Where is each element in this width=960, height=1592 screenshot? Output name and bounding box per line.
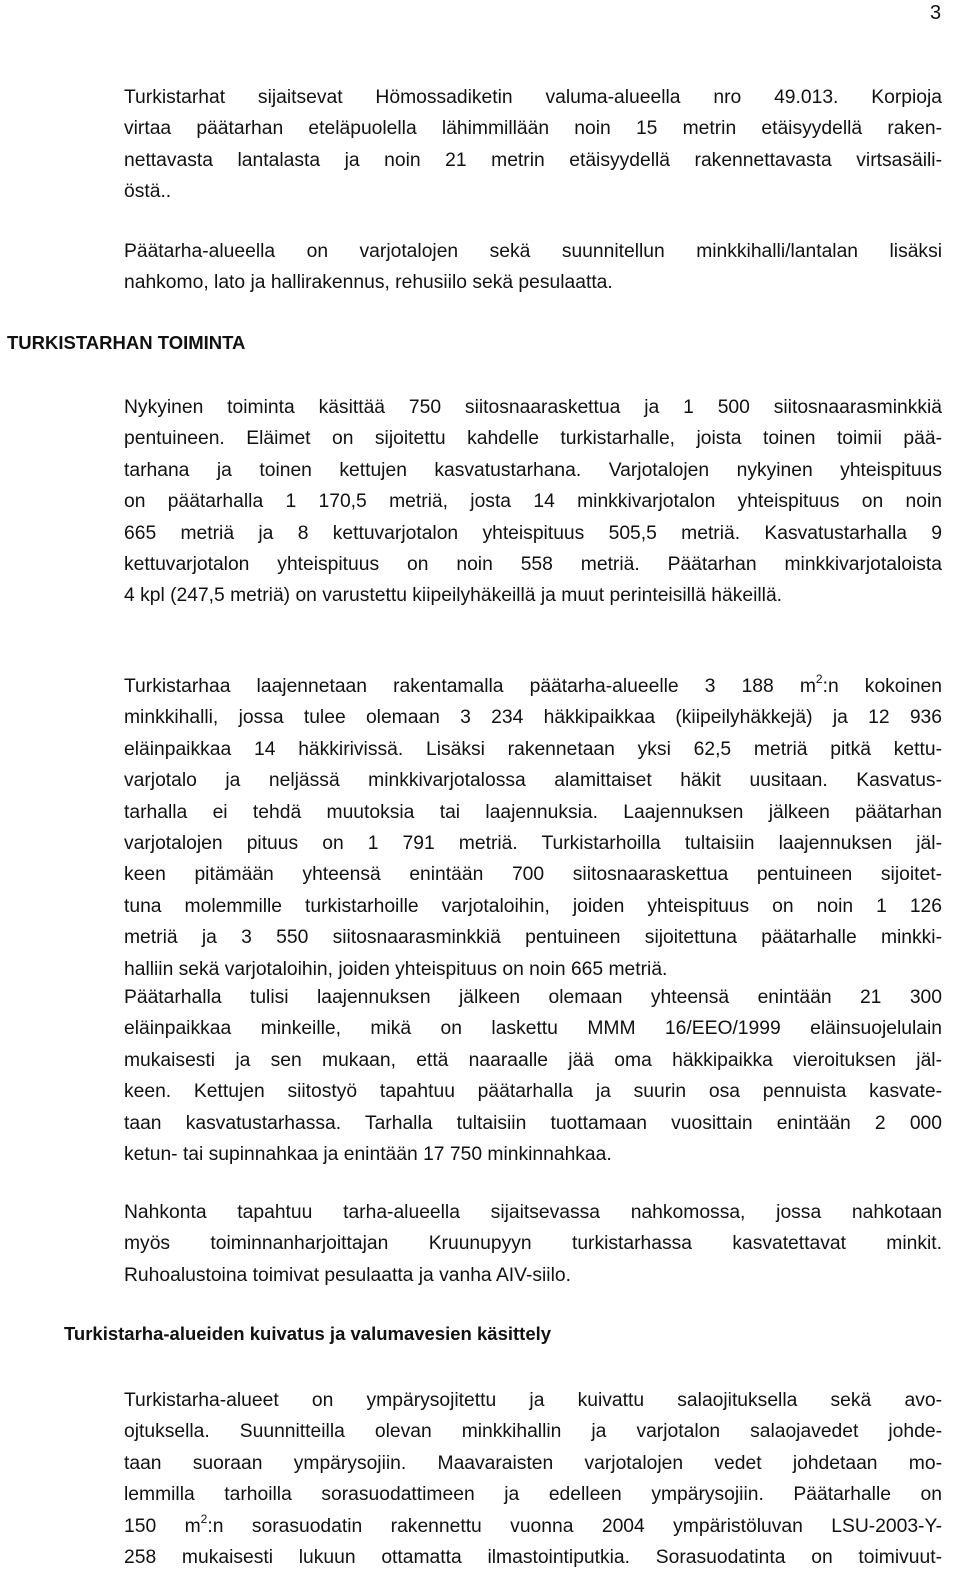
text-line: Ruhoalustoina toimivat pesulaatta ja vanha AIV-siilo. <box>124 1264 571 1286</box>
text-line-with-superscript: 150 $m^2:n$ sorasuodatin rakennettu vuonna 2004 ympäristöluvan LSU-2003-Y- <box>124 1511 942 1537</box>
text-line: on päätarhalla 1 170,5 metriä, josta 14 minkkivarjotalon yhteispituus on noin <box>124 491 942 513</box>
text-line: eläinpaikkaa minkeille, mikä on laskettu MMM 16/EEO/1999 eläinsuojelulain <box>124 1018 942 1040</box>
text-line: 665 metriä ja 8 kettuvarjotalon yhteispituus 505,5 metriä. Kasvatustarhalla 9 <box>124 522 942 544</box>
text-line: nettavasta lantalasta ja noin 21 metrin etäisyydellä rakennettavasta virtsasäili- <box>124 149 942 171</box>
paragraph-drainage <box>124 1385 942 1573</box>
paragraph-location <box>124 82 942 208</box>
paragraph-current-operations <box>124 392 942 612</box>
text-line: keen pitämään yhteensä enintään 700 siitosnaaraskettua pentuineen sijoitet- <box>124 864 942 886</box>
text-line: Turkistarhat sijaitsevat Hömossadiketin valuma-alueella nro 49.013. Korpioja <box>124 87 942 108</box>
text-line: mukaisesti ja sen mukaan, että naaraalle jää oma häkkipaikka vieroituksen jäl- <box>124 1049 942 1071</box>
text-line: 4 kpl (247,5 metriä) on varustettu kiipeilyhäkeillä ja muut perinteisillä häkeillä. <box>124 585 783 607</box>
paragraph-skinning <box>124 1197 942 1291</box>
section-heading-operations: TURKISTARHAN TOIMINTA <box>7 332 246 353</box>
paragraph-animal-places <box>124 982 942 1170</box>
text-line: Nahkonta tapahtuu tarha-alueella sijaitsevassa nahkomossa, jossa nahkotaan <box>124 1202 942 1223</box>
text-line: virtaa päätarhan eteläpuolella lähimmillään noin 15 metrin etäisyydellä raken- <box>124 118 942 140</box>
text-line: Päätarha-alueella on varjotalojen sekä suunnitellun minkkihalli/lantalan lisäksi <box>124 241 942 262</box>
text-line: myös toiminnanharjoittajan Kruunupyyn turkistarhassa kasvatettavat minkit. <box>124 1233 942 1255</box>
text-line: Turkistarha-alueet on ympärysojitettu ja kuivattu salaojituksella sekä avo- <box>124 1390 942 1411</box>
text-line: Päätarhalla tulisi laajennuksen jälkeen olemaan yhteensä enintään 21 300 <box>124 987 942 1008</box>
text-line: taan kasvatustarhassa. Tarhalla tultaisiin tuottamaan vuosittain enintään 2 000 <box>124 1112 942 1134</box>
text-line: minkkihalli, jossa tulee olemaan 3 234 häkkipaikkaa (kiipeilyhäkkejä) ja 12 936 <box>124 707 942 729</box>
text-line: halliin sekä varjotaloihin, joiden yhteispituus on noin 665 metriä. <box>124 958 668 980</box>
superscript: 2 <box>200 1511 208 1526</box>
text-line: ketun- tai supinnahkaa ja enintään 17 750 minkinnahkaa. <box>124 1144 612 1166</box>
text-line: varjotalo ja neljässä minkkivarjotalossa alamittaiset häkit uusitaan. Kasvatus- <box>124 770 942 792</box>
text-line: ojtuksella. Suunnitteilla olevan minkkihallin ja varjotalon salaojavedet johde- <box>124 1421 942 1443</box>
superscript: 2 <box>815 672 823 686</box>
text-line: tarhalla ei tehdä muutoksia tai laajennuksia. Laajennuksen jälkeen päätarhan <box>124 801 942 823</box>
text-line: taan suoraan ympärysojiin. Maavaraisten varjotalojen vedet johdetaan mo- <box>124 1452 942 1474</box>
text-line: Nykyinen toiminta käsittää 750 siitosnaaraskettua ja 1 500 siitosnaarasminkkiä <box>124 397 942 418</box>
text-line: 258 mukaisesti lukuun ottamatta ilmastointiputkia. Sorasuodatinta on toimivuut- <box>124 1547 942 1569</box>
paragraph-buildings <box>124 236 942 299</box>
text-line: pentuineen. Eläimet on sijoitettu kahdelle turkistarhalle, joista toinen toimii pää- <box>124 428 942 450</box>
text-line: östä.. <box>124 181 172 203</box>
text-line: eläinpaikkaa 14 häkkirivissä. Lisäksi rakennetaan yksi 62,5 metriä pitkä kettu- <box>124 738 942 760</box>
text-line: varjotalojen pituus on 1 791 metriä. Turkistarhoilla tultaisiin laajennuksen jäl- <box>124 833 942 855</box>
text-line: kettuvarjotalon yhteispituus on noin 558 metriä. Päätarhan minkkivarjotaloista <box>124 554 942 576</box>
text-line: tarhana ja toinen kettujen kasvatustarhana. Varjotalojen nykyinen yhteispituus <box>124 459 942 481</box>
section-heading-drainage: Turkistarha-alueiden kuivatus ja valumavesien käsittely <box>64 1323 552 1344</box>
text-line: nahkomo, lato ja hallirakennus, rehusiilo sekä pesulaatta. <box>124 272 613 294</box>
text-line-with-superscript: Turkistarhaa laajennetaan rakentamalla päätarha-alueelle 3 188 $m^2:n$ kokoinen <box>124 672 942 697</box>
text-line: lemmilla tarhoilla sorasuodattimeen ja edelleen ympärysojiin. Päätarhalle on <box>124 1484 942 1506</box>
paragraph-expansion <box>124 671 942 985</box>
text-line: keen. Kettujen siitostyö tapahtuu päätarhalla ja suurin osa pennuista kasvate- <box>124 1081 942 1103</box>
text-line: metriä ja 3 550 siitosnaarasminkkiä pentuineen sijoitettuna päätarhalle minkki- <box>124 927 942 949</box>
text-line: tuna molemmille turkistarhoille varjotaloihin, joiden yhteispituus on noin 1 126 <box>124 895 942 917</box>
page-number: 3 <box>930 2 942 24</box>
